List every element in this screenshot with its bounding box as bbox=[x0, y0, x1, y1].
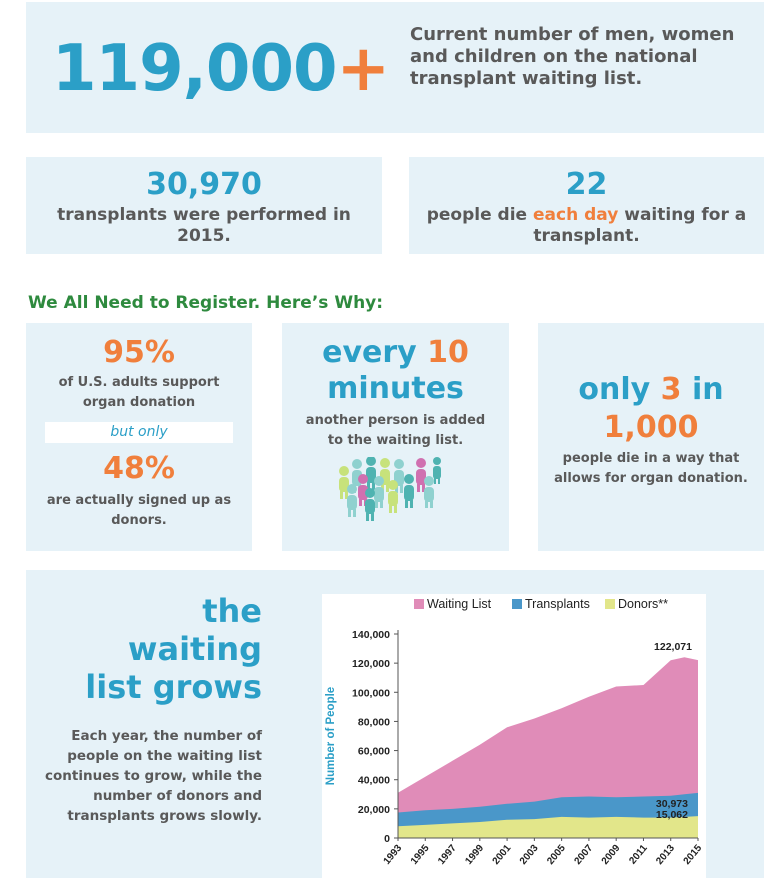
minutes-text: another person is added to the waiting list. bbox=[305, 413, 486, 448]
only-three-card bbox=[538, 323, 764, 551]
support-percent: 95% bbox=[103, 335, 175, 370]
person-icon bbox=[416, 458, 426, 492]
y-tick-label: 80,000 bbox=[357, 716, 390, 729]
deaths-stat-panel bbox=[409, 157, 764, 254]
legend-swatch bbox=[605, 599, 615, 609]
transplants-stat-panel bbox=[26, 157, 382, 254]
hero-number-plus: + bbox=[336, 32, 390, 106]
hero-number-value: 119,000 bbox=[52, 32, 337, 106]
only-suffix: in bbox=[681, 372, 724, 407]
x-tick-label: 2013 bbox=[654, 842, 678, 867]
y-axis-label: Number of People bbox=[325, 686, 337, 786]
legend-swatch bbox=[512, 599, 522, 609]
support-card bbox=[26, 323, 252, 551]
hero-description: Current number of men, women and children on the national transplant waiting list. bbox=[410, 24, 735, 89]
data-annotation: 30,973 bbox=[655, 797, 688, 810]
support-text: of U.S. adults support organ donation bbox=[58, 375, 220, 410]
but-only-label: but only bbox=[45, 422, 233, 443]
legend-swatch bbox=[414, 599, 424, 609]
hero-panel bbox=[26, 2, 764, 133]
x-tick-label: 2001 bbox=[490, 842, 514, 867]
waiting-list-title bbox=[85, 592, 262, 706]
signed-up-text: are actually signed up as donors. bbox=[46, 493, 232, 528]
x-tick-label: 2015 bbox=[681, 842, 705, 867]
x-tick-label: 1993 bbox=[381, 842, 405, 867]
data-annotation: 15,062 bbox=[655, 809, 688, 822]
deaths-text-highlight: each day bbox=[533, 205, 619, 225]
person-icon bbox=[433, 457, 441, 484]
legend-label: Donors** bbox=[618, 597, 669, 611]
person-icon bbox=[366, 457, 376, 490]
legend-label: Transplants bbox=[525, 597, 590, 611]
x-tick-label: 1997 bbox=[436, 842, 459, 867]
only-prefix: only bbox=[578, 372, 661, 407]
minutes-prefix: every bbox=[322, 335, 428, 370]
person-icon bbox=[404, 474, 414, 508]
person-icon bbox=[347, 484, 357, 517]
signed-up-percent: 48% bbox=[103, 451, 175, 486]
x-tick-label: 1995 bbox=[408, 842, 432, 867]
only-three-headline bbox=[538, 371, 764, 447]
only-three-text: people die in a way that allows for organ donation. bbox=[554, 451, 748, 486]
data-annotation: 122,071 bbox=[654, 641, 692, 654]
x-tick-label: 2007 bbox=[572, 842, 596, 867]
only-number: 3 bbox=[660, 372, 682, 407]
person-icon bbox=[339, 466, 349, 499]
deaths-text-after: waiting for a transplant. bbox=[533, 205, 747, 246]
y-tick-label: 0 bbox=[384, 833, 390, 845]
y-tick-label: 120,000 bbox=[352, 658, 390, 671]
minutes-headline bbox=[282, 335, 509, 407]
y-tick-label: 140,000 bbox=[352, 629, 390, 641]
deaths-number: 22 bbox=[565, 167, 608, 202]
hero-number bbox=[52, 32, 389, 106]
x-tick-label: 2005 bbox=[545, 842, 568, 867]
x-tick-label: 2009 bbox=[599, 842, 623, 867]
waiting-title-line2: waiting bbox=[127, 630, 262, 668]
section-heading: We All Need to Register. Here’s Why: bbox=[28, 293, 384, 313]
chart-container bbox=[322, 594, 706, 878]
transplants-number: 30,970 bbox=[146, 167, 262, 202]
waiting-list-chart bbox=[322, 594, 706, 878]
legend-label: Waiting List bbox=[427, 597, 492, 611]
waiting-title-line1: the bbox=[202, 592, 262, 630]
y-tick-label: 20,000 bbox=[357, 803, 390, 816]
person-icon bbox=[374, 476, 384, 508]
x-tick-label: 2011 bbox=[627, 842, 650, 867]
people-group-icon bbox=[335, 457, 455, 523]
minutes-number: 10 bbox=[427, 335, 469, 370]
person-icon bbox=[424, 476, 434, 508]
y-tick-label: 40,000 bbox=[357, 774, 390, 787]
y-tick-label: 100,000 bbox=[352, 687, 390, 700]
deaths-text-before: people die bbox=[426, 205, 534, 225]
only-denominator: 1,000 bbox=[603, 410, 699, 445]
waiting-title-line3: list grows bbox=[85, 668, 262, 706]
person-icon bbox=[365, 488, 375, 521]
x-tick-label: 2003 bbox=[517, 842, 541, 867]
minutes-card bbox=[282, 323, 509, 551]
y-tick-label: 60,000 bbox=[357, 745, 390, 758]
minutes-word: minutes bbox=[327, 371, 464, 406]
transplants-text: transplants were performed in 2015. bbox=[57, 205, 351, 246]
waiting-list-text: Each year, the number of people on the waiting list continues to grow, while the number of donors and transplants grows slowly. bbox=[45, 728, 262, 824]
person-icon bbox=[388, 480, 398, 513]
deaths-text bbox=[419, 205, 754, 247]
x-tick-label: 1999 bbox=[463, 842, 487, 867]
waiting-list-panel bbox=[26, 570, 764, 878]
